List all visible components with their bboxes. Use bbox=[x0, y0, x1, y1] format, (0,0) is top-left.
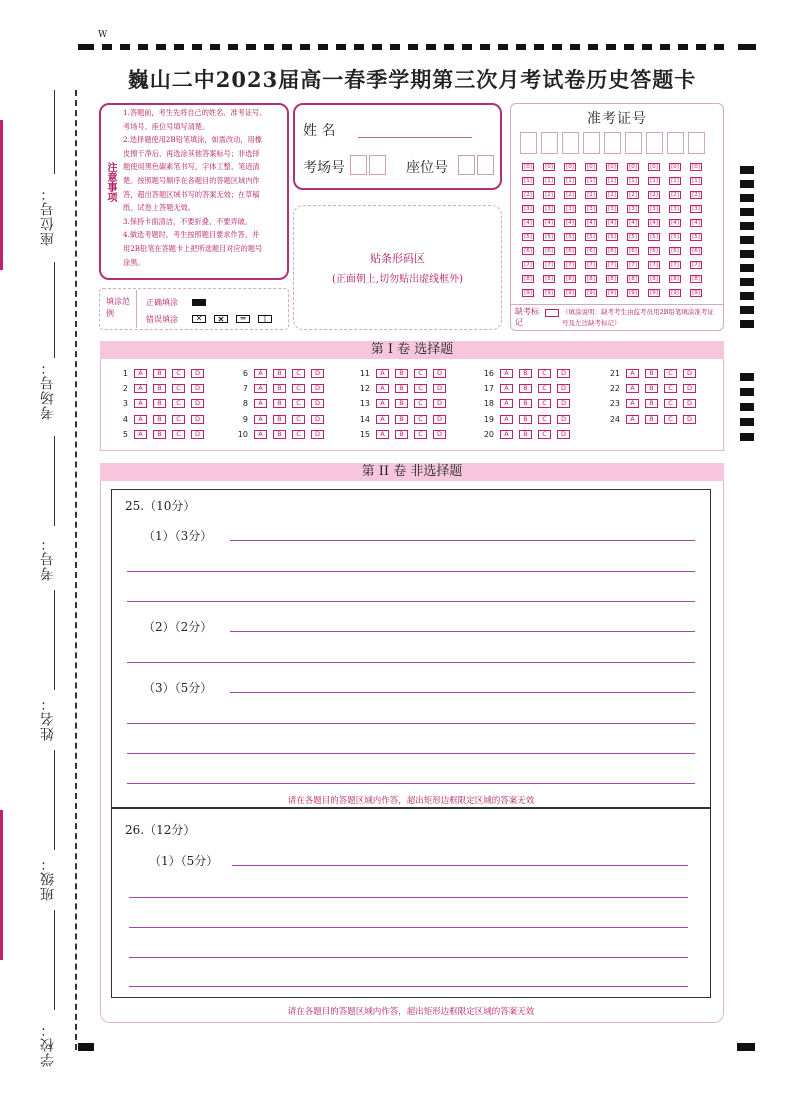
option-bubble-d[interactable]: D bbox=[557, 369, 570, 378]
option-bubble-a[interactable]: A bbox=[376, 384, 389, 393]
option-bubble-c[interactable]: C bbox=[172, 415, 185, 424]
ticket-digit-cell[interactable] bbox=[625, 132, 642, 154]
ticket-digit-bubble[interactable]: [1] bbox=[585, 177, 597, 185]
side-label-name: 姓名： bbox=[40, 696, 56, 741]
ticket-digit-bubble[interactable]: [5] bbox=[627, 233, 639, 241]
ticket-digit-bubble[interactable]: [9] bbox=[522, 289, 534, 297]
option-bubble-a[interactable]: A bbox=[500, 415, 513, 424]
ticket-digit-bubble[interactable]: [8] bbox=[543, 275, 555, 283]
option-bubble-d[interactable]: D bbox=[311, 415, 324, 424]
option-bubble-d[interactable]: D bbox=[433, 399, 446, 408]
ticket-digit-bubble[interactable]: [0] bbox=[648, 163, 660, 171]
q26-part1: （1）（5分） bbox=[149, 854, 219, 868]
ticket-digit-bubble[interactable]: [3] bbox=[648, 205, 660, 213]
barcode-note: (正面朝上,切勿贴出虚线框外) bbox=[332, 274, 463, 285]
option-bubble-a[interactable]: A bbox=[500, 384, 513, 393]
option-bubble-c[interactable]: C bbox=[414, 415, 427, 424]
q25-part2: （2）（2分） bbox=[143, 620, 213, 634]
barcode-area bbox=[293, 205, 502, 330]
ticket-digit-cell[interactable] bbox=[562, 132, 579, 154]
ticket-digit-bubble[interactable]: [4] bbox=[669, 219, 681, 227]
question-number: 12 bbox=[359, 384, 370, 394]
ticket-digit-bubble[interactable]: [2] bbox=[606, 191, 618, 199]
ticket-title: 准考证号 bbox=[587, 111, 647, 127]
ticket-digit-bubble[interactable]: [5] bbox=[585, 233, 597, 241]
ticket-digit-bubble[interactable]: [6] bbox=[522, 247, 534, 255]
option-bubble-d[interactable]: D bbox=[557, 384, 570, 393]
ticket-digit-bubble[interactable]: [4] bbox=[690, 219, 702, 227]
ticket-digit-bubble[interactable]: [0] bbox=[606, 163, 618, 171]
option-bubble-d[interactable]: D bbox=[683, 399, 696, 408]
ticket-digit-bubble[interactable]: [7] bbox=[627, 261, 639, 269]
ticket-digit-bubble[interactable]: [1] bbox=[627, 177, 639, 185]
ticket-digit-bubble[interactable]: [8] bbox=[669, 275, 681, 283]
ticket-digit-bubble[interactable]: [4] bbox=[606, 219, 618, 227]
ticket-digit-cell[interactable] bbox=[520, 132, 537, 154]
option-bubble-c[interactable]: C bbox=[414, 369, 427, 378]
option-bubble-d[interactable]: D bbox=[191, 369, 204, 378]
ticket-digit-bubble[interactable]: [3] bbox=[606, 205, 618, 213]
ticket-digit-bubble[interactable]: [0] bbox=[669, 163, 681, 171]
mcq-question-row bbox=[112, 429, 210, 441]
option-bubble-d[interactable]: D bbox=[683, 369, 696, 378]
option-bubble-a[interactable]: A bbox=[500, 430, 513, 439]
option-bubble-b[interactable]: B bbox=[519, 369, 532, 378]
option-bubble-b[interactable]: B bbox=[153, 415, 166, 424]
question-number: 19 bbox=[483, 414, 494, 424]
ticket-digit-bubble[interactable]: [5] bbox=[648, 233, 660, 241]
option-bubble-d[interactable]: D bbox=[433, 415, 446, 424]
option-bubble-b[interactable]: B bbox=[395, 384, 408, 393]
ticket-digit-cell[interactable] bbox=[583, 132, 600, 154]
option-bubble-d[interactable]: D bbox=[311, 369, 324, 378]
wrong-fill-label: 错误填涂 bbox=[146, 315, 178, 324]
question-number: 20 bbox=[483, 429, 494, 439]
option-bubble-b[interactable]: B bbox=[153, 399, 166, 408]
mcq-question-row bbox=[112, 368, 210, 380]
ticket-digit-bubble[interactable]: [0] bbox=[564, 163, 576, 171]
option-bubble-c[interactable]: C bbox=[664, 399, 677, 408]
mcq-question-row bbox=[232, 383, 330, 395]
notice-title: 注意事项 bbox=[105, 162, 116, 202]
option-bubble-a[interactable]: A bbox=[254, 430, 267, 439]
ticket-digit-bubble[interactable]: [1] bbox=[648, 177, 660, 185]
ticket-digit-bubble[interactable]: [3] bbox=[690, 205, 702, 213]
ticket-digit-bubble[interactable]: [0] bbox=[585, 163, 597, 171]
mcq-question-row bbox=[354, 368, 452, 380]
option-bubble-a[interactable]: A bbox=[626, 399, 639, 408]
ticket-digit-bubble[interactable]: [4] bbox=[543, 219, 555, 227]
seat-field[interactable] bbox=[458, 155, 494, 175]
option-bubble-b[interactable]: B bbox=[273, 384, 286, 393]
option-bubble-d[interactable]: D bbox=[191, 430, 204, 439]
ticket-digit-bubble[interactable]: [8] bbox=[606, 275, 618, 283]
q25-head: 25.（10分） bbox=[125, 499, 196, 513]
ticket-digit-bubble[interactable]: [8] bbox=[627, 275, 639, 283]
question-number: 9 bbox=[242, 414, 248, 424]
option-bubble-a[interactable]: A bbox=[500, 369, 513, 378]
mcq-question-row bbox=[354, 383, 452, 395]
mcq-question-row bbox=[354, 414, 452, 426]
option-bubble-c[interactable]: C bbox=[414, 399, 427, 408]
section1-title: 第 I 卷 选择题 bbox=[100, 341, 724, 359]
ticket-digit-bubble[interactable]: [7] bbox=[669, 261, 681, 269]
mcq-question-row bbox=[478, 429, 576, 441]
option-bubble-a[interactable]: A bbox=[134, 369, 147, 378]
option-bubble-b[interactable]: B bbox=[153, 369, 166, 378]
question-number: 6 bbox=[242, 369, 248, 378]
option-bubble-d[interactable]: D bbox=[311, 384, 324, 393]
correct-fill-label: 正确填涂 bbox=[146, 298, 178, 307]
seat-label: 座位号 bbox=[406, 160, 448, 176]
mcq-question-row bbox=[604, 383, 702, 395]
option-bubble-d[interactable]: D bbox=[191, 415, 204, 424]
option-bubble-b[interactable]: B bbox=[395, 430, 408, 439]
option-bubble-b[interactable]: B bbox=[153, 430, 166, 439]
ticket-digit-bubble[interactable]: [6] bbox=[606, 247, 618, 255]
q25-part3: （3）（5分） bbox=[143, 681, 213, 695]
mcq-question-row bbox=[354, 429, 452, 441]
ticket-digit-grid[interactable] bbox=[522, 163, 712, 303]
option-bubble-d[interactable]: D bbox=[433, 430, 446, 439]
mcq-question-row bbox=[232, 414, 330, 426]
ticket-digit-bubble[interactable]: [9] bbox=[669, 289, 681, 297]
ticket-digit-bubble[interactable]: [6] bbox=[585, 247, 597, 255]
ticket-digit-bubble[interactable]: [2] bbox=[648, 191, 660, 199]
name-field[interactable] bbox=[358, 137, 472, 138]
question-number: 5 bbox=[122, 429, 128, 439]
ticket-digit-bubble[interactable]: [8] bbox=[564, 275, 576, 283]
q26-answer-box[interactable] bbox=[111, 808, 711, 998]
ticket-digit-bubble[interactable]: [0] bbox=[627, 163, 639, 171]
q26-warning: 请在各题目的答题区域内作答，超出矩形边框限定区域的答案无效 bbox=[287, 1007, 535, 1017]
fill-example-title: 填涂范例 bbox=[106, 297, 130, 318]
mcq-question-row bbox=[604, 368, 702, 380]
ticket-digit-bubble[interactable]: [3] bbox=[627, 205, 639, 213]
option-bubble-a[interactable]: A bbox=[500, 399, 513, 408]
option-bubble-d[interactable]: D bbox=[557, 399, 570, 408]
option-bubble-b[interactable]: B bbox=[273, 415, 286, 424]
ticket-digit-bubble[interactable]: [7] bbox=[690, 261, 702, 269]
ticket-digit-bubble[interactable]: [1] bbox=[543, 177, 555, 185]
ticket-digit-bubble[interactable]: [0] bbox=[690, 163, 702, 171]
option-bubble-d[interactable]: D bbox=[683, 415, 696, 424]
option-bubble-d[interactable]: D bbox=[683, 384, 696, 393]
option-bubble-a[interactable]: A bbox=[376, 369, 389, 378]
ticket-digit-bubble[interactable]: [1] bbox=[522, 177, 534, 185]
option-bubble-a[interactable]: A bbox=[376, 430, 389, 439]
option-bubble-a[interactable]: A bbox=[254, 415, 267, 424]
ticket-digit-bubble[interactable]: [7] bbox=[648, 261, 660, 269]
ticket-digit-bubble[interactable]: [9] bbox=[543, 289, 555, 297]
question-number: 17 bbox=[483, 384, 494, 394]
mcq-grid bbox=[100, 368, 724, 448]
question-number: 18 bbox=[483, 399, 494, 409]
option-bubble-c[interactable]: C bbox=[538, 384, 551, 393]
ticket-digit-bubble[interactable]: [2] bbox=[690, 191, 702, 199]
ticket-digit-bubble[interactable]: [5] bbox=[522, 233, 534, 241]
ticket-digit-bubble[interactable]: [4] bbox=[627, 219, 639, 227]
option-bubble-b[interactable]: B bbox=[395, 369, 408, 378]
option-bubble-c[interactable]: C bbox=[292, 399, 305, 408]
question-number: 22 bbox=[609, 384, 620, 394]
option-bubble-b[interactable]: B bbox=[273, 430, 286, 439]
ticket-digit-bubble[interactable]: [6] bbox=[690, 247, 702, 255]
option-bubble-a[interactable]: A bbox=[376, 415, 389, 424]
ticket-digit-bubble[interactable]: [2] bbox=[543, 191, 555, 199]
ticket-digit-bubble[interactable]: [0] bbox=[522, 163, 534, 171]
ticket-digit-bubble[interactable]: [2] bbox=[564, 191, 576, 199]
option-bubble-c[interactable]: C bbox=[292, 415, 305, 424]
bottom-right-mark bbox=[737, 1043, 755, 1051]
question-number: 1 bbox=[122, 369, 128, 378]
option-bubble-c[interactable]: C bbox=[664, 384, 677, 393]
ticket-digit-bubble[interactable]: [1] bbox=[606, 177, 618, 185]
mcq-question-row bbox=[604, 398, 702, 410]
question-number: 4 bbox=[122, 414, 128, 424]
ticket-digit-bubble[interactable]: [3] bbox=[543, 205, 555, 213]
option-bubble-a[interactable]: A bbox=[626, 415, 639, 424]
option-bubble-d[interactable]: D bbox=[433, 369, 446, 378]
ticket-digit-bubble[interactable]: [7] bbox=[585, 261, 597, 269]
ticket-digit-bubble[interactable]: [8] bbox=[648, 275, 660, 283]
option-bubble-b[interactable]: B bbox=[645, 369, 658, 378]
option-bubble-a[interactable]: A bbox=[376, 399, 389, 408]
ticket-digit-bubble[interactable]: [4] bbox=[648, 219, 660, 227]
ticket-digit-bubble[interactable]: [9] bbox=[648, 289, 660, 297]
ticket-digit-bubble[interactable]: [5] bbox=[564, 233, 576, 241]
ticket-digit-bubble[interactable]: [6] bbox=[669, 247, 681, 255]
ticket-digit-bubble[interactable]: [7] bbox=[564, 261, 576, 269]
ticket-digit-bubble[interactable]: [3] bbox=[669, 205, 681, 213]
option-bubble-c[interactable]: C bbox=[538, 430, 551, 439]
ticket-digit-bubble[interactable]: [6] bbox=[564, 247, 576, 255]
absent-label: 缺考标记 bbox=[515, 307, 539, 327]
ticket-digit-bubble[interactable]: [2] bbox=[627, 191, 639, 199]
mcq-question-row bbox=[604, 414, 702, 426]
ticket-digit-bubble[interactable]: [1] bbox=[690, 177, 702, 185]
ticket-digit-cell[interactable] bbox=[541, 132, 558, 154]
ticket-digit-bubble[interactable]: [6] bbox=[543, 247, 555, 255]
option-bubble-c[interactable]: C bbox=[172, 399, 185, 408]
option-bubble-a[interactable]: A bbox=[134, 415, 147, 424]
ticket-digit-bubble[interactable]: [2] bbox=[522, 191, 534, 199]
side-label-seat: 座位号： bbox=[40, 186, 56, 246]
binding-line bbox=[75, 90, 77, 1050]
option-bubble-b[interactable]: B bbox=[395, 415, 408, 424]
option-bubble-a[interactable]: A bbox=[254, 384, 267, 393]
option-bubble-d[interactable]: D bbox=[433, 384, 446, 393]
option-bubble-d[interactable]: D bbox=[191, 384, 204, 393]
ticket-digit-bubble[interactable]: [2] bbox=[585, 191, 597, 199]
option-bubble-b[interactable]: B bbox=[645, 384, 658, 393]
question-number: 15 bbox=[359, 429, 370, 439]
ticket-digit-bubble[interactable]: [7] bbox=[543, 261, 555, 269]
option-bubble-d[interactable]: D bbox=[557, 430, 570, 439]
q25-part1: （1）（3分） bbox=[143, 529, 213, 543]
ticket-input-cells[interactable] bbox=[520, 132, 712, 156]
ticket-digit-bubble[interactable]: [5] bbox=[543, 233, 555, 241]
ticket-digit-bubble[interactable]: [5] bbox=[669, 233, 681, 241]
room-label: 考场号 bbox=[303, 160, 345, 176]
ticket-digit-cell[interactable] bbox=[646, 132, 663, 154]
option-bubble-c[interactable]: C bbox=[414, 384, 427, 393]
ticket-digit-bubble[interactable]: [8] bbox=[690, 275, 702, 283]
absent-note: （填涂说明：缺考考生由监考员用2B铅笔填涂准考证号及左边缺考标记） bbox=[562, 308, 714, 327]
ticket-digit-bubble[interactable]: [3] bbox=[585, 205, 597, 213]
question-number: 2 bbox=[122, 384, 128, 394]
q26-head: 26.（12分） bbox=[125, 823, 196, 837]
option-bubble-b[interactable]: B bbox=[645, 399, 658, 408]
option-bubble-b[interactable]: B bbox=[519, 430, 532, 439]
question-number: 10 bbox=[237, 429, 248, 439]
question-number: 13 bbox=[359, 399, 370, 409]
option-bubble-a[interactable]: A bbox=[134, 384, 147, 393]
option-bubble-c[interactable]: C bbox=[538, 369, 551, 378]
option-bubble-b[interactable]: B bbox=[519, 399, 532, 408]
mcq-question-row bbox=[478, 383, 576, 395]
option-bubble-d[interactable]: D bbox=[311, 399, 324, 408]
question-number: 14 bbox=[359, 414, 370, 424]
side-label-room: 考场号： bbox=[40, 360, 56, 420]
question-number: 11 bbox=[359, 369, 370, 378]
notice-text: 1.答题前，考生先将自己的姓名、准考证号、 考场号、座位号填写清楚。 2.选择题使用2B铅笔填涂，如需改动，用橡 皮擦干净后，再选涂其他答案标号；非选择 题使用黑色碳素笔书写，字体工整、笔迹清 楚。按照题号顺序在各题目的答题区域内作 答，超出答题区域书写的答案无效；在草稿 纸、试卷上答题无效。 3.保持卡面清洁，不要折叠、不要弄破。 4.做选考题时，考生按照题目要求作答，并 用2B铅笔在答题卡上把所选题目对应的题号 涂黑。 bbox=[123, 108, 267, 267]
corner-mark: W bbox=[98, 30, 108, 40]
option-bubble-d[interactable]: D bbox=[311, 430, 324, 439]
option-bubble-c[interactable]: C bbox=[292, 430, 305, 439]
mcq-question-row bbox=[354, 398, 452, 410]
room-field[interactable] bbox=[350, 155, 386, 175]
option-bubble-a[interactable]: A bbox=[254, 399, 267, 408]
mcq-question-row bbox=[112, 383, 210, 395]
mcq-question-row bbox=[232, 429, 330, 441]
option-bubble-d[interactable]: D bbox=[191, 399, 204, 408]
ticket-digit-bubble[interactable]: [9] bbox=[690, 289, 702, 297]
side-label-class: 班级： bbox=[40, 856, 56, 901]
ticket-digit-bubble[interactable]: [8] bbox=[585, 275, 597, 283]
ticket-digit-bubble[interactable]: [0] bbox=[543, 163, 555, 171]
ticket-digit-bubble[interactable]: [3] bbox=[564, 205, 576, 213]
option-bubble-b[interactable]: B bbox=[645, 415, 658, 424]
question-number: 8 bbox=[242, 399, 248, 409]
ticket-digit-bubble[interactable]: [9] bbox=[585, 289, 597, 297]
option-bubble-a[interactable]: A bbox=[254, 369, 267, 378]
option-bubble-b[interactable]: B bbox=[519, 384, 532, 393]
ticket-digit-bubble[interactable]: [5] bbox=[690, 233, 702, 241]
question-number: 24 bbox=[609, 414, 620, 424]
ticket-digit-bubble[interactable]: [1] bbox=[564, 177, 576, 185]
mcq-question-row bbox=[478, 414, 576, 426]
section2-title: 第 II 卷 非选择题 bbox=[100, 463, 724, 481]
ticket-digit-bubble[interactable]: [6] bbox=[627, 247, 639, 255]
ticket-digit-cell[interactable] bbox=[688, 132, 705, 154]
ticket-digit-bubble[interactable]: [4] bbox=[564, 219, 576, 227]
top-timing-marks bbox=[78, 44, 758, 52]
option-bubble-d[interactable]: D bbox=[557, 415, 570, 424]
ticket-digit-bubble[interactable]: [7] bbox=[522, 261, 534, 269]
option-bubble-c[interactable]: C bbox=[172, 430, 185, 439]
mcq-question-row bbox=[112, 398, 210, 410]
ticket-digit-bubble[interactable]: [6] bbox=[648, 247, 660, 255]
option-bubble-b[interactable]: B bbox=[273, 369, 286, 378]
mcq-question-row bbox=[232, 398, 330, 410]
option-bubble-c[interactable]: C bbox=[538, 415, 551, 424]
mcq-question-row bbox=[478, 368, 576, 380]
ticket-digit-bubble[interactable]: [1] bbox=[669, 177, 681, 185]
option-bubble-c[interactable]: C bbox=[664, 415, 677, 424]
q25-warning: 请在各题目的答题区域内作答，超出矩形边框限定区域的答案无效 bbox=[287, 796, 535, 806]
ticket-digit-bubble[interactable]: [4] bbox=[585, 219, 597, 227]
ticket-digit-bubble[interactable]: [3] bbox=[522, 205, 534, 213]
question-number: 3 bbox=[122, 399, 128, 409]
ticket-digit-bubble[interactable]: [9] bbox=[564, 289, 576, 297]
option-bubble-b[interactable]: B bbox=[153, 384, 166, 393]
option-bubble-b[interactable]: B bbox=[519, 415, 532, 424]
ticket-digit-bubble[interactable]: [7] bbox=[606, 261, 618, 269]
ticket-digit-bubble[interactable]: [9] bbox=[606, 289, 618, 297]
option-bubble-a[interactable]: A bbox=[134, 430, 147, 439]
side-label-school: 学校： bbox=[40, 1022, 56, 1067]
option-bubble-c[interactable]: C bbox=[292, 384, 305, 393]
mcq-question-row bbox=[478, 398, 576, 410]
mcq-question-row bbox=[112, 414, 210, 426]
ticket-digit-bubble[interactable]: [5] bbox=[606, 233, 618, 241]
option-bubble-c[interactable]: C bbox=[172, 369, 185, 378]
bottom-left-mark bbox=[78, 1043, 94, 1051]
side-label-exam-no: 考号： bbox=[40, 536, 56, 581]
barcode-title: 贴条形码区 bbox=[370, 252, 425, 265]
option-bubble-c[interactable]: C bbox=[292, 369, 305, 378]
question-number: 21 bbox=[609, 369, 620, 378]
question-number: 16 bbox=[483, 369, 494, 378]
question-number: 23 bbox=[609, 399, 620, 409]
ticket-digit-cell[interactable] bbox=[667, 132, 684, 154]
question-number: 7 bbox=[242, 384, 248, 394]
option-bubble-c[interactable]: C bbox=[664, 369, 677, 378]
option-bubble-c[interactable]: C bbox=[538, 399, 551, 408]
option-bubble-c[interactable]: C bbox=[414, 430, 427, 439]
ticket-digit-bubble[interactable]: [9] bbox=[627, 289, 639, 297]
absent-mark-box[interactable] bbox=[545, 309, 559, 317]
ticket-digit-cell[interactable] bbox=[604, 132, 621, 154]
mcq-question-row bbox=[232, 368, 330, 380]
option-bubble-b[interactable]: B bbox=[395, 399, 408, 408]
option-bubble-b[interactable]: B bbox=[273, 399, 286, 408]
ticket-digit-bubble[interactable]: [4] bbox=[522, 219, 534, 227]
option-bubble-a[interactable]: A bbox=[626, 384, 639, 393]
page-title: 巍山二中2023届高一春季学期第三次月考试卷历史答题卡 bbox=[127, 67, 697, 92]
option-bubble-a[interactable]: A bbox=[626, 369, 639, 378]
name-label: 姓 名 bbox=[303, 123, 336, 139]
option-bubble-c[interactable]: C bbox=[172, 384, 185, 393]
ticket-digit-bubble[interactable]: [8] bbox=[522, 275, 534, 283]
option-bubble-a[interactable]: A bbox=[134, 399, 147, 408]
ticket-digit-bubble[interactable]: [2] bbox=[669, 191, 681, 199]
